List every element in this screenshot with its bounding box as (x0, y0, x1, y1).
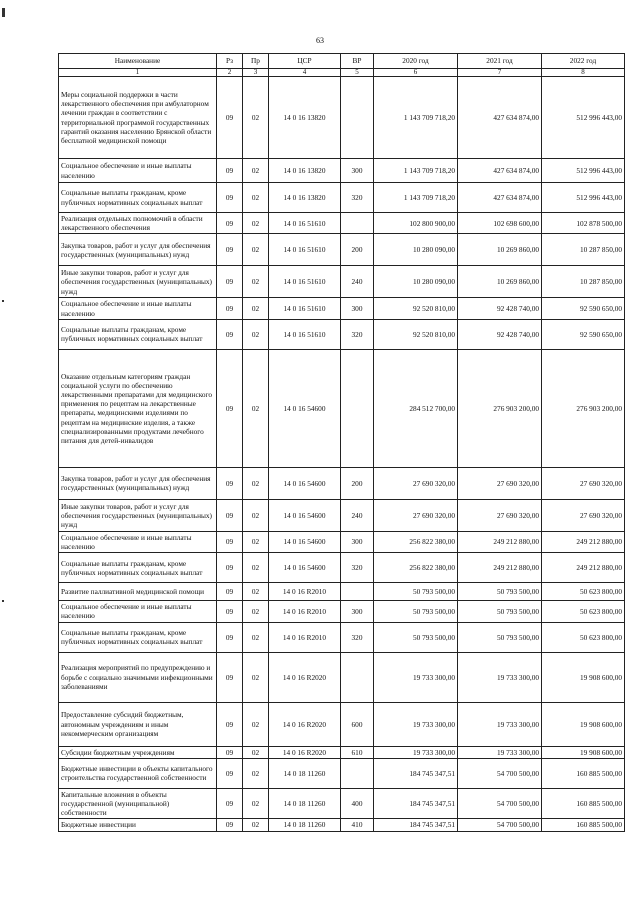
row-pr: 02 (243, 531, 269, 552)
row-pr: 02 (243, 213, 269, 234)
row-csr: 14 0 18 11260 (269, 758, 341, 788)
row-pr: 02 (243, 583, 269, 601)
table-row (59, 601, 625, 622)
row-rz: 09 (217, 746, 243, 758)
row-name: Развитие паллиативной медицинской помощи (59, 583, 217, 601)
row-amount-2020: 92 520 810,00 (374, 319, 458, 349)
row-name: Социальное обеспечение и иные выплаты населению (59, 298, 217, 319)
row-amount-2021: 19 733 300,00 (458, 702, 542, 746)
row-amount-2020: 19 733 300,00 (374, 702, 458, 746)
row-pr: 02 (243, 467, 269, 499)
row-csr: 14 0 16 13820 (269, 159, 341, 183)
row-amount-2020: 256 822 380,00 (374, 531, 458, 552)
table-row (59, 183, 625, 213)
row-pr: 02 (243, 319, 269, 349)
row-pr: 02 (243, 234, 269, 266)
row-amount-2021: 92 428 740,00 (458, 298, 542, 319)
row-pr: 02 (243, 553, 269, 583)
row-amount-2022: 27 690 320,00 (542, 499, 625, 531)
row-amount-2021: 19 733 300,00 (458, 652, 542, 702)
table-row (59, 652, 625, 702)
header-csr: ЦСР (269, 54, 341, 69)
row-name: Бюджетные инвестиции (59, 819, 217, 831)
row-pr: 02 (243, 819, 269, 831)
row-amount-2021: 54 700 500,00 (458, 788, 542, 819)
row-amount-2020: 10 280 090,00 (374, 234, 458, 266)
row-rz: 09 (217, 499, 243, 531)
row-name: Социальное обеспечение и иные выплаты населению (59, 159, 217, 183)
row-csr: 14 0 18 11260 (269, 788, 341, 819)
row-pr: 02 (243, 746, 269, 758)
row-vr: 320 (341, 553, 374, 583)
row-csr: 14 0 16 54600 (269, 553, 341, 583)
row-vr: 200 (341, 467, 374, 499)
row-amount-2021: 427 634 874,00 (458, 159, 542, 183)
row-pr: 02 (243, 652, 269, 702)
row-rz: 09 (217, 349, 243, 467)
header-vr: ВР (341, 54, 374, 69)
row-amount-2020: 1 143 709 718,20 (374, 159, 458, 183)
row-amount-2022: 160 885 500,00 (542, 788, 625, 819)
row-amount-2022: 19 908 600,00 (542, 746, 625, 758)
row-amount-2021: 50 793 500,00 (458, 583, 542, 601)
column-number: 6 (374, 69, 458, 77)
header-pr: Пр (243, 54, 269, 69)
row-vr (341, 583, 374, 601)
row-amount-2020: 1 143 709 718,20 (374, 183, 458, 213)
row-rz: 09 (217, 266, 243, 298)
row-amount-2022: 50 623 800,00 (542, 601, 625, 622)
row-amount-2021: 27 690 320,00 (458, 467, 542, 499)
header-2022: 2022 год (542, 54, 625, 69)
header-2020: 2020 год (374, 54, 458, 69)
row-pr: 02 (243, 183, 269, 213)
row-rz: 09 (217, 467, 243, 499)
row-amount-2022: 10 287 850,00 (542, 234, 625, 266)
left-margin-mark (2, 300, 4, 302)
row-rz: 09 (217, 758, 243, 788)
row-amount-2020: 256 822 380,00 (374, 553, 458, 583)
table-row (59, 298, 625, 319)
row-vr: 600 (341, 702, 374, 746)
column-number: 4 (269, 69, 341, 77)
row-csr: 14 0 16 54600 (269, 349, 341, 467)
table-row (59, 77, 625, 159)
row-amount-2021: 54 700 500,00 (458, 819, 542, 831)
row-rz: 09 (217, 788, 243, 819)
table-row (59, 553, 625, 583)
row-amount-2020: 19 733 300,00 (374, 746, 458, 758)
row-csr: 14 0 16 R2020 (269, 746, 341, 758)
row-amount-2022: 102 878 500,00 (542, 213, 625, 234)
row-name: Капитальные вложения в объекты государственной (муниципальной) собственности (59, 788, 217, 819)
row-amount-2022: 92 590 650,00 (542, 319, 625, 349)
row-amount-2022: 512 996 443,00 (542, 159, 625, 183)
table-row (59, 319, 625, 349)
row-vr: 320 (341, 622, 374, 652)
row-pr: 02 (243, 622, 269, 652)
row-rz: 09 (217, 298, 243, 319)
column-number: 5 (341, 69, 374, 77)
table-row (59, 467, 625, 499)
row-name: Социальные выплаты гражданам, кроме публичных нормативных социальных выплат (59, 183, 217, 213)
row-rz: 09 (217, 213, 243, 234)
header-row (59, 54, 625, 69)
row-amount-2021: 10 269 860,00 (458, 234, 542, 266)
row-amount-2021: 92 428 740,00 (458, 319, 542, 349)
table-row (59, 266, 625, 298)
row-csr: 14 0 16 54600 (269, 531, 341, 552)
left-margin-mark (2, 8, 5, 17)
row-rz: 09 (217, 622, 243, 652)
page-number: 63 (316, 36, 324, 45)
row-csr: 14 0 16 R2010 (269, 583, 341, 601)
column-number: 3 (243, 69, 269, 77)
row-vr (341, 652, 374, 702)
row-vr: 200 (341, 234, 374, 266)
row-amount-2022: 249 212 880,00 (542, 553, 625, 583)
row-pr: 02 (243, 702, 269, 746)
column-number: 1 (59, 69, 217, 77)
row-name: Предоставление субсидий бюджетным, автономным учреждениям и иным некоммерческим организациям (59, 702, 217, 746)
row-rz: 09 (217, 819, 243, 831)
row-csr: 14 0 16 13820 (269, 77, 341, 159)
row-amount-2022: 50 623 800,00 (542, 622, 625, 652)
row-rz: 09 (217, 77, 243, 159)
row-amount-2020: 50 793 500,00 (374, 583, 458, 601)
row-pr: 02 (243, 349, 269, 467)
row-amount-2020: 184 745 347,51 (374, 758, 458, 788)
row-csr: 14 0 16 51610 (269, 298, 341, 319)
column-number: 8 (542, 69, 625, 77)
row-csr: 14 0 16 54600 (269, 499, 341, 531)
row-amount-2021: 19 733 300,00 (458, 746, 542, 758)
row-amount-2020: 27 690 320,00 (374, 499, 458, 531)
row-amount-2021: 249 212 880,00 (458, 531, 542, 552)
row-csr: 14 0 16 51610 (269, 266, 341, 298)
row-rz: 09 (217, 702, 243, 746)
row-name: Социальные выплаты гражданам, кроме публичных нормативных социальных выплат (59, 622, 217, 652)
row-amount-2020: 50 793 500,00 (374, 622, 458, 652)
row-amount-2021: 54 700 500,00 (458, 758, 542, 788)
row-csr: 14 0 16 R2010 (269, 622, 341, 652)
table-row (59, 531, 625, 552)
row-name: Социальное обеспечение и иные выплаты населению (59, 531, 217, 552)
row-csr: 14 0 16 51610 (269, 213, 341, 234)
row-csr: 14 0 16 R2020 (269, 652, 341, 702)
row-name: Социальные выплаты гражданам, кроме публичных нормативных социальных выплат (59, 319, 217, 349)
table-row (59, 583, 625, 601)
row-name: Иные закупки товаров, работ и услуг для обеспечения государственных (муниципальных) нужд (59, 499, 217, 531)
column-number: 7 (458, 69, 542, 77)
row-name: Социальное обеспечение и иные выплаты населению (59, 601, 217, 622)
table-body (59, 77, 625, 832)
header-name: Наименование (59, 54, 217, 69)
row-vr: 240 (341, 266, 374, 298)
table-row (59, 159, 625, 183)
row-amount-2021: 102 698 600,00 (458, 213, 542, 234)
row-amount-2022: 92 590 650,00 (542, 298, 625, 319)
table-row (59, 746, 625, 758)
row-pr: 02 (243, 601, 269, 622)
row-vr (341, 77, 374, 159)
table-row (59, 499, 625, 531)
row-name: Оказание отдельным категориям граждан социальной услуги по обеспечению лекарственными препаратами для медицинского применения по рецептам на лекарственные препараты, медицинскими изделиями по рецептам на медицинские изделия, а также специализированными продуктами лечебного питания для детей-инвалидов (59, 349, 217, 467)
row-csr: 14 0 18 11260 (269, 819, 341, 831)
row-pr: 02 (243, 758, 269, 788)
row-amount-2020: 19 733 300,00 (374, 652, 458, 702)
row-amount-2020: 102 800 900,00 (374, 213, 458, 234)
row-amount-2022: 276 903 200,00 (542, 349, 625, 467)
table-row (59, 819, 625, 831)
row-csr: 14 0 16 51610 (269, 319, 341, 349)
row-amount-2021: 10 269 860,00 (458, 266, 542, 298)
budget-table (58, 53, 625, 832)
table-row (59, 622, 625, 652)
row-rz: 09 (217, 601, 243, 622)
row-csr: 14 0 16 51610 (269, 234, 341, 266)
row-csr: 14 0 16 54600 (269, 467, 341, 499)
row-vr: 300 (341, 601, 374, 622)
row-vr: 400 (341, 788, 374, 819)
column-number-row (59, 69, 625, 77)
row-pr: 02 (243, 298, 269, 319)
row-vr: 300 (341, 159, 374, 183)
row-amount-2021: 50 793 500,00 (458, 601, 542, 622)
table-row (59, 702, 625, 746)
row-pr: 02 (243, 266, 269, 298)
row-csr: 14 0 16 R2010 (269, 601, 341, 622)
row-vr (341, 213, 374, 234)
row-name: Иные закупки товаров, работ и услуг для обеспечения государственных (муниципальных) нужд (59, 266, 217, 298)
row-amount-2022: 160 885 500,00 (542, 758, 625, 788)
row-vr: 410 (341, 819, 374, 831)
row-amount-2020: 1 143 709 718,20 (374, 77, 458, 159)
row-amount-2021: 50 793 500,00 (458, 622, 542, 652)
row-amount-2022: 27 690 320,00 (542, 467, 625, 499)
row-vr: 300 (341, 531, 374, 552)
row-pr: 02 (243, 788, 269, 819)
row-pr: 02 (243, 499, 269, 531)
row-vr (341, 349, 374, 467)
row-amount-2020: 284 512 700,00 (374, 349, 458, 467)
row-rz: 09 (217, 159, 243, 183)
row-name: Закупка товаров, работ и услуг для обеспечения государственных (муниципальных) нужд (59, 467, 217, 499)
row-amount-2021: 249 212 880,00 (458, 553, 542, 583)
row-rz: 09 (217, 531, 243, 552)
row-csr: 14 0 16 13820 (269, 183, 341, 213)
row-csr: 14 0 16 R2020 (269, 702, 341, 746)
row-rz: 09 (217, 234, 243, 266)
row-amount-2022: 512 996 443,00 (542, 183, 625, 213)
row-amount-2021: 27 690 320,00 (458, 499, 542, 531)
table-row (59, 234, 625, 266)
row-amount-2020: 92 520 810,00 (374, 298, 458, 319)
row-amount-2021: 276 903 200,00 (458, 349, 542, 467)
row-amount-2021: 427 634 874,00 (458, 183, 542, 213)
row-amount-2020: 27 690 320,00 (374, 467, 458, 499)
row-amount-2022: 19 908 600,00 (542, 652, 625, 702)
row-vr: 320 (341, 319, 374, 349)
row-rz: 09 (217, 553, 243, 583)
row-vr: 320 (341, 183, 374, 213)
row-amount-2020: 184 745 347,51 (374, 788, 458, 819)
row-amount-2020: 184 745 347,51 (374, 819, 458, 831)
table-row (59, 788, 625, 819)
row-rz: 09 (217, 319, 243, 349)
row-amount-2022: 160 885 500,00 (542, 819, 625, 831)
row-amount-2022: 50 623 800,00 (542, 583, 625, 601)
table-row (59, 349, 625, 467)
row-amount-2022: 512 996 443,00 (542, 77, 625, 159)
row-rz: 09 (217, 652, 243, 702)
left-margin-mark (2, 600, 4, 602)
table-row (59, 213, 625, 234)
row-pr: 02 (243, 77, 269, 159)
row-vr: 240 (341, 499, 374, 531)
row-name: Бюджетные инвестиции в объекты капитального строительства государственной собственности (59, 758, 217, 788)
row-name: Меры социальной поддержки в части лекарственного обеспечения при амбулаторном лечении граждан в соответствии с территориальной программой государственных гарантий оказания населению Брянской области бесплатной медицинской помощи (59, 77, 217, 159)
header-rz: Рз (217, 54, 243, 69)
row-vr: 610 (341, 746, 374, 758)
row-name: Реализация отдельных полномочий в области лекарственного обеспечения (59, 213, 217, 234)
row-amount-2022: 19 908 600,00 (542, 702, 625, 746)
table-row (59, 758, 625, 788)
row-amount-2020: 10 280 090,00 (374, 266, 458, 298)
row-vr (341, 758, 374, 788)
row-amount-2020: 50 793 500,00 (374, 601, 458, 622)
row-amount-2022: 249 212 880,00 (542, 531, 625, 552)
row-pr: 02 (243, 159, 269, 183)
column-number: 2 (217, 69, 243, 77)
row-amount-2022: 10 287 850,00 (542, 266, 625, 298)
row-name: Субсидии бюджетным учреждениям (59, 746, 217, 758)
header-2021: 2021 год (458, 54, 542, 69)
row-vr: 300 (341, 298, 374, 319)
row-rz: 09 (217, 183, 243, 213)
row-rz: 09 (217, 583, 243, 601)
row-amount-2021: 427 634 874,00 (458, 77, 542, 159)
row-name: Социальные выплаты гражданам, кроме публичных нормативных социальных выплат (59, 553, 217, 583)
row-name: Закупка товаров, работ и услуг для обеспечения государственных (муниципальных) нужд (59, 234, 217, 266)
row-name: Реализация мероприятий по предупреждению и борьбе с социально значимыми инфекционными заболеваниями (59, 652, 217, 702)
